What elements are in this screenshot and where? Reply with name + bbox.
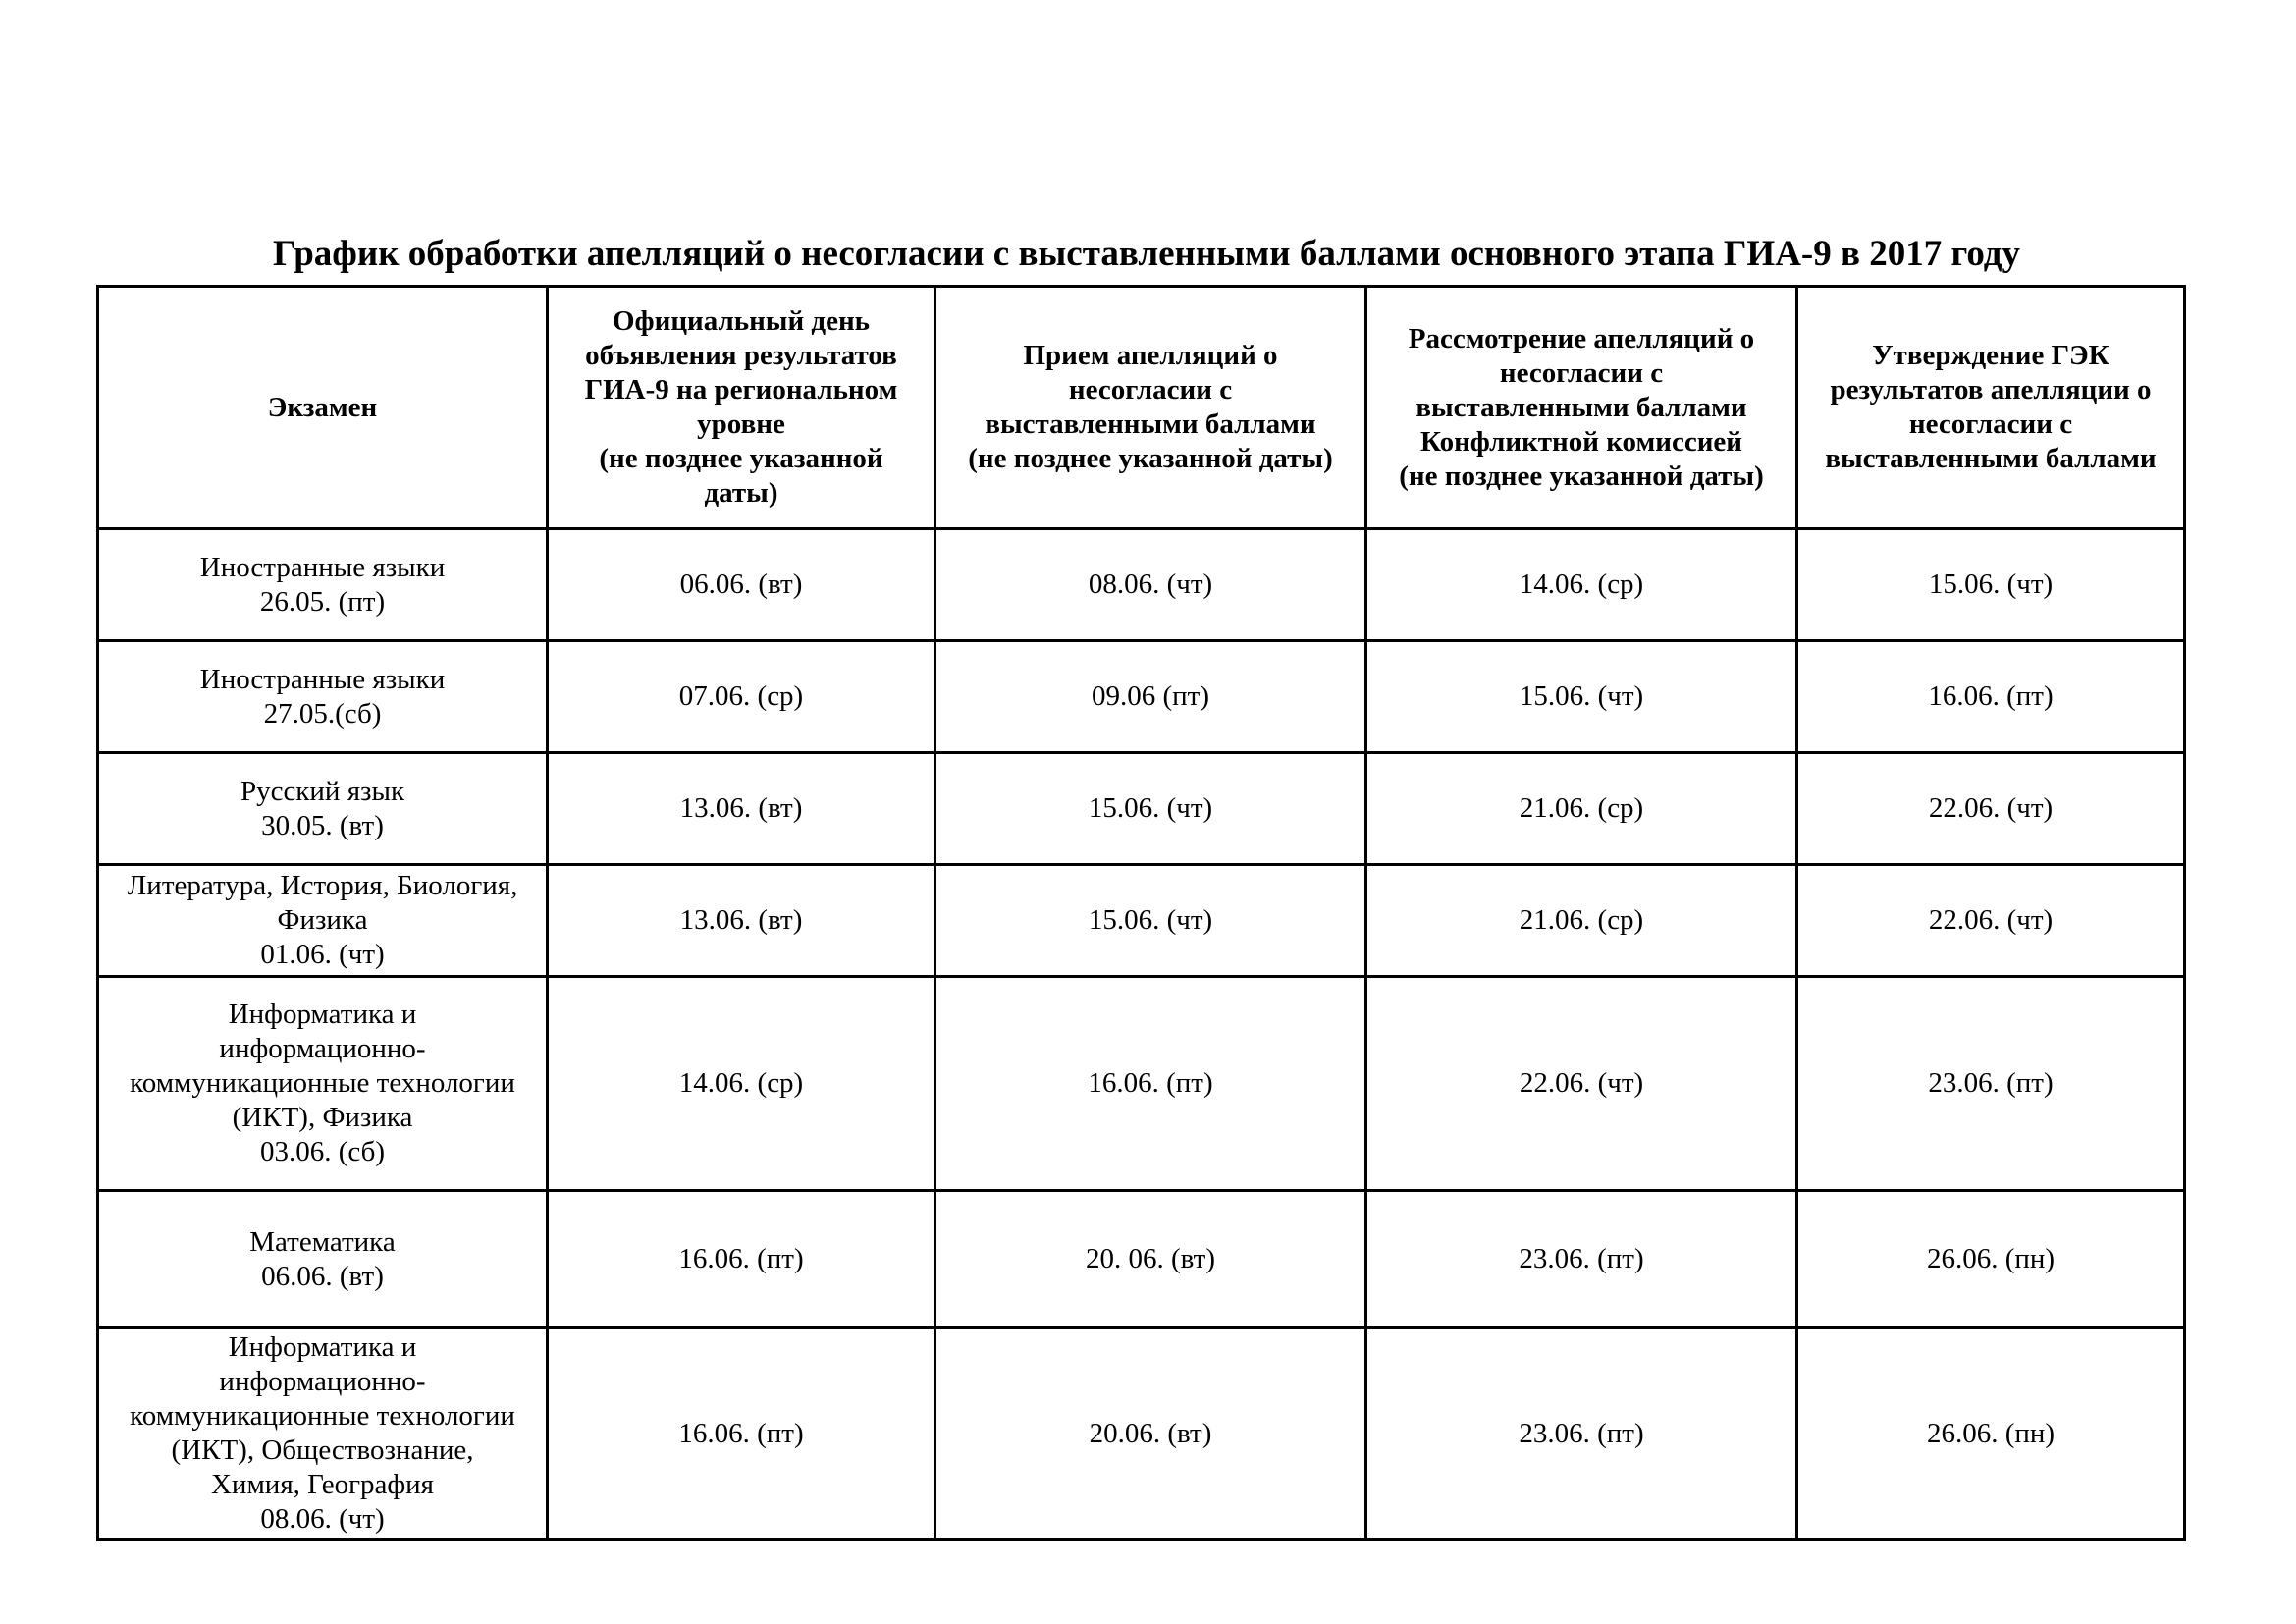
table-row (98, 865, 2185, 977)
approval-date-cell: 26.06. (пн) (1797, 1328, 2185, 1540)
header-line: Конфликтной комиссией (1419, 425, 1742, 458)
exam-cell (98, 529, 548, 641)
exam-line: 01.06. (чт) (260, 939, 385, 970)
table-row (98, 1191, 2185, 1328)
header-line: Рассмотрение апелляций о (1408, 322, 1755, 354)
header-line: выставленными баллами (985, 408, 1316, 440)
approval-date-cell: 15.06. (чт) (1797, 529, 2185, 641)
exam-line: 03.06. (сб) (259, 1136, 386, 1167)
exam-line: информационно- (219, 1033, 426, 1064)
header-line: (не позднее указанной даты) (1399, 460, 1764, 492)
header-line: Экзамен (267, 391, 378, 423)
header-review (1366, 287, 1797, 529)
exam-line: коммуникационные технологии (130, 1400, 515, 1432)
exam-cell (98, 865, 548, 977)
review-date-cell: 14.06. (ср) (1366, 529, 1797, 641)
table-row (98, 641, 2185, 753)
appeal-receipt-date-cell: 16.06. (пт) (935, 977, 1366, 1191)
exam-line: (ИКТ), Обществознание, (171, 1435, 474, 1466)
exam-line: Литература, История, Биология, (127, 870, 518, 901)
header-line: Утверждение ГЭК (1872, 340, 2109, 371)
header-line: выставленными баллами (1415, 391, 1747, 423)
appeal-receipt-date-cell: 15.06. (чт) (935, 865, 1366, 977)
review-date-cell: 21.06. (ср) (1366, 865, 1797, 977)
header-line: даты) (704, 477, 778, 509)
header-approval (1797, 287, 2185, 529)
exam-cell (98, 753, 548, 865)
header-exam (98, 287, 548, 529)
review-date-cell: 22.06. (чт) (1366, 977, 1797, 1191)
review-date-cell: 15.06. (чт) (1366, 641, 1797, 753)
header-line: объявления результатов (585, 340, 897, 371)
page-title: График обработки апелляций о несогласии с выставленными баллами основного этапа ГИА-9 в 2017 году (272, 234, 2021, 274)
appeal-receipt-date-cell: 20.06. (вт) (935, 1328, 1366, 1540)
exam-line: Химия, География (210, 1469, 434, 1500)
appeals-schedule-table (96, 285, 2186, 1541)
table-row (98, 753, 2185, 865)
table-row (98, 529, 2185, 641)
appeal-receipt-date-cell: 08.06. (чт) (935, 529, 1366, 641)
approval-date-cell: 26.06. (пн) (1797, 1191, 2185, 1328)
approval-date-cell: 23.06. (пт) (1797, 977, 2185, 1191)
approval-date-cell: 22.06. (чт) (1797, 865, 2185, 977)
review-date-cell: 23.06. (пт) (1366, 1328, 1797, 1540)
approval-date-cell: 22.06. (чт) (1797, 753, 2185, 865)
exam-line: 27.05.(сб) (263, 697, 382, 730)
exam-cell (98, 1328, 548, 1540)
table-body (98, 529, 2185, 1540)
exam-cell (98, 1191, 548, 1328)
header-line: несогласии с (1499, 356, 1664, 389)
appeal-receipt-date-cell: 20. 06. (вт) (935, 1191, 1366, 1328)
appeal-receipt-date-cell: 09.06 (пт) (935, 641, 1366, 753)
exam-line: 26.05. (пт) (259, 585, 386, 618)
exam-line: 30.05. (вт) (261, 809, 384, 841)
exam-line: Информатика и (228, 1331, 417, 1363)
exam-line: 08.06. (чт) (260, 1503, 385, 1535)
header-line: выставленными баллами (1825, 443, 2157, 474)
results-date-cell: 16.06. (пт) (548, 1191, 935, 1328)
header-line: (не позднее указанной (599, 443, 883, 474)
exam-line: информационно- (219, 1366, 426, 1397)
results-date-cell: 06.06. (вт) (548, 529, 935, 641)
header-line: уровне (697, 408, 785, 440)
exam-cell (98, 641, 548, 753)
header-line: ГИА-9 на региональном (584, 374, 898, 406)
results-date-cell: 14.06. (ср) (548, 977, 935, 1191)
exam-line: Физика (277, 904, 368, 936)
header-line: несогласии с (1908, 408, 2073, 440)
results-date-cell: 07.06. (ср) (548, 641, 935, 753)
exam-line: Иностранные языки (199, 663, 446, 695)
header-line: (не позднее указанной даты) (968, 443, 1333, 474)
review-date-cell: 21.06. (ср) (1366, 753, 1797, 865)
results-date-cell: 13.06. (вт) (548, 865, 935, 977)
appeal-receipt-date-cell: 15.06. (чт) (935, 753, 1366, 865)
header-line: результатов апелляции о (1830, 374, 2152, 406)
exam-line: Русский язык (240, 775, 405, 807)
header-row (98, 287, 2185, 529)
header-results-day (548, 287, 935, 529)
exam-line: (ИКТ), Физика (232, 1102, 413, 1133)
approval-date-cell: 16.06. (пт) (1797, 641, 2185, 753)
table-row (98, 1328, 2185, 1540)
table-header (98, 287, 2185, 529)
results-date-cell: 16.06. (пт) (548, 1328, 935, 1540)
header-line: Официальный день (612, 305, 870, 337)
exam-cell (98, 977, 548, 1191)
exam-line: 06.06. (вт) (261, 1260, 384, 1292)
review-date-cell: 23.06. (пт) (1366, 1191, 1797, 1328)
exam-line: Информатика и (228, 999, 417, 1030)
table-row (98, 977, 2185, 1191)
exam-line: Математика (249, 1225, 396, 1258)
header-line: Прием апелляций о (1023, 340, 1278, 371)
exam-line: коммуникационные технологии (130, 1067, 515, 1099)
results-date-cell: 13.06. (вт) (548, 753, 935, 865)
header-line: несогласии с (1068, 374, 1233, 406)
header-appeal-receipt (935, 287, 1366, 529)
exam-line: Иностранные языки (199, 551, 446, 583)
